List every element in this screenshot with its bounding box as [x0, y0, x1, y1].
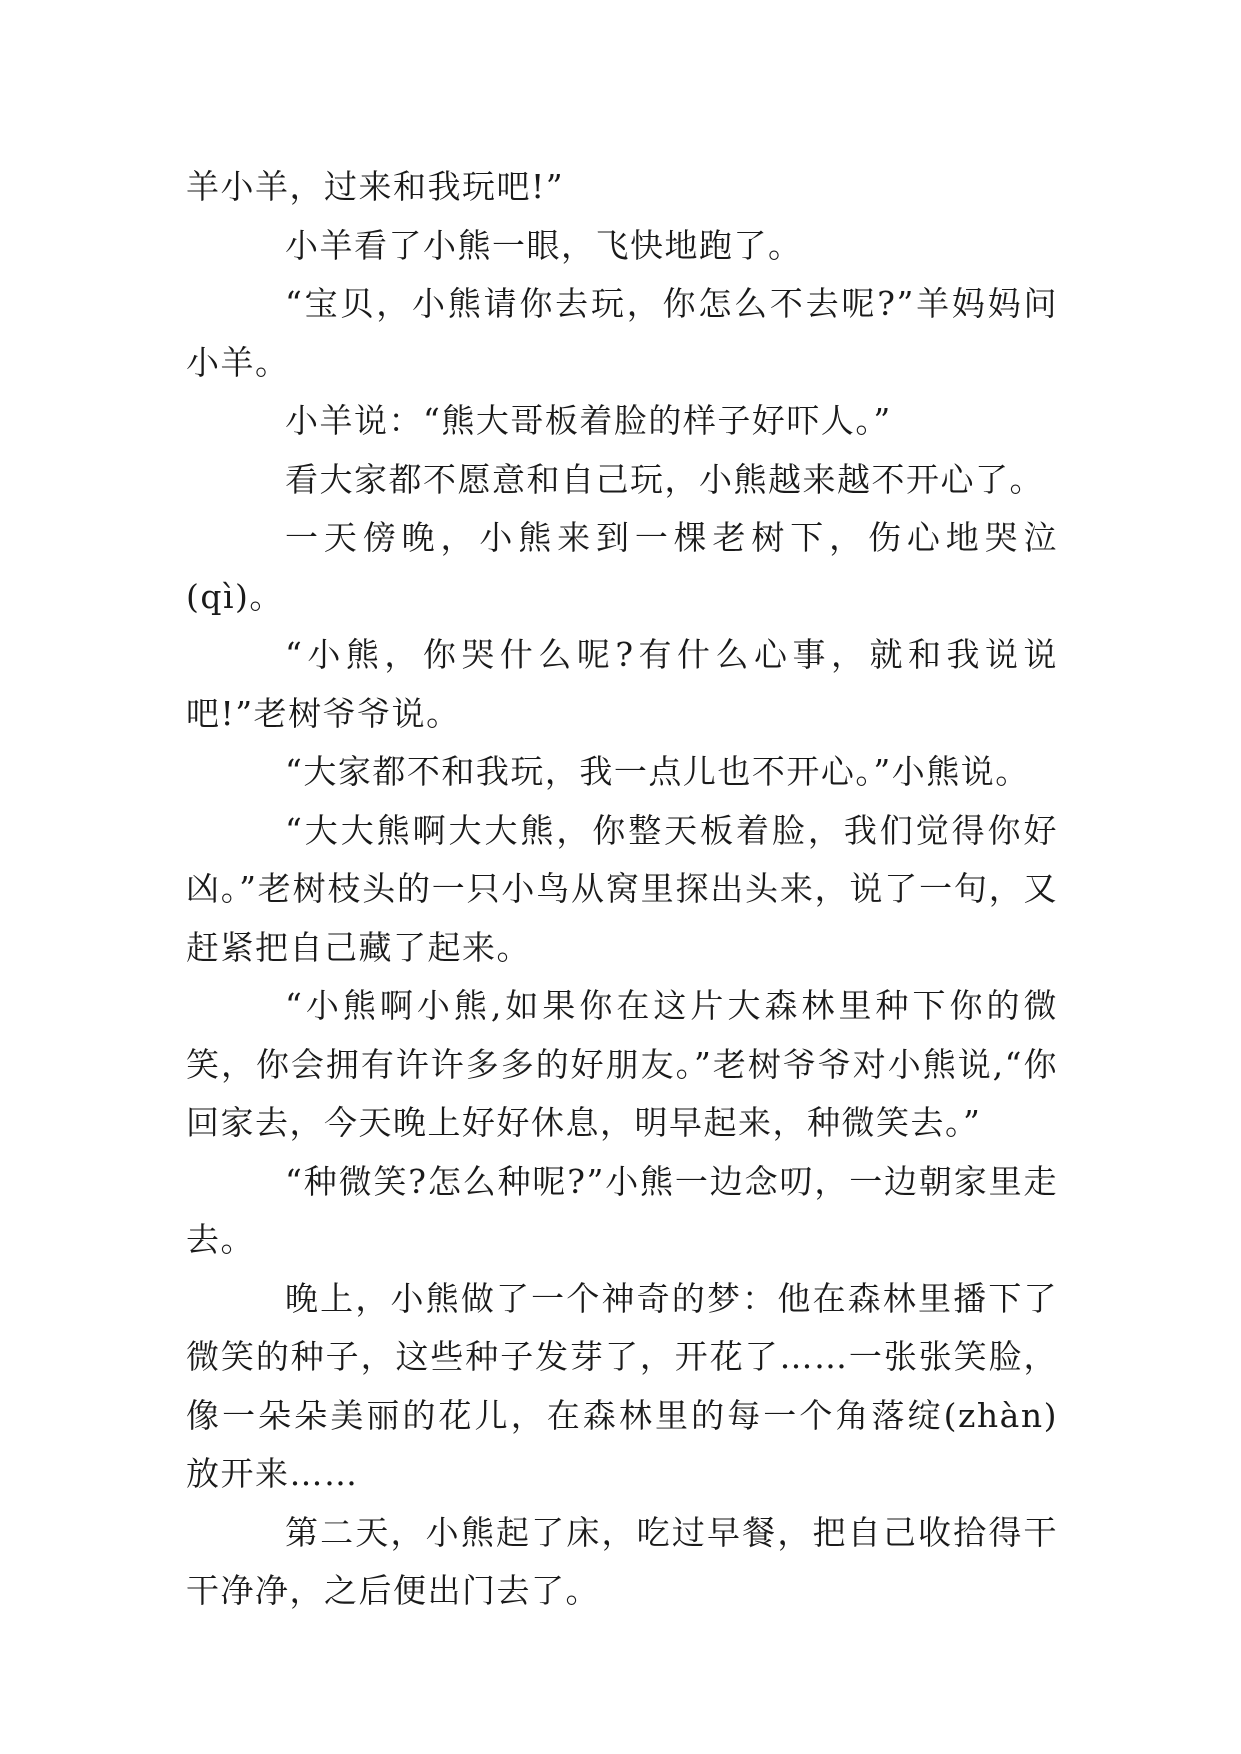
paragraph: 小羊看了小熊一眼，飞快地跑了。	[285, 225, 803, 265]
paragraph: “宝贝，小熊请你去玩，你怎么不去呢?”羊妈妈问小羊。	[186, 284, 1058, 382]
paragraph: “大家都不和我玩，我一点儿也不开心。”小熊说。	[285, 752, 1030, 791]
paragraph: “大大熊啊大大熊，你整天板着脸，我们觉得你好凶。”老树枝头的一只小鸟从窝里探出头来，说了一句，又赶紧把自己藏了起来。	[186, 810, 1058, 967]
paragraph: 小羊说：“熊大哥板着脸的样子好吓人。”	[285, 401, 892, 440]
paragraph: “小熊，你哭什么呢?有什么心事，就和我说说吧!”老树爷爷说。	[186, 635, 1058, 733]
paragraph: “小熊啊小熊,如果你在这片大森林里种下你的微笑，你会拥有许许多多的好朋友。”老树爷爷对小熊说,“你回家去，今天晚上好好休息，明早起来，种微笑去。”	[186, 986, 1058, 1142]
paragraph: 第二天，小熊起了床，吃过早餐，把自己收拾得干干净净，之后便出门去了。	[186, 1512, 1058, 1610]
paragraph: 晚上，小熊做了一个神奇的梦：他在森林里播下了微笑的种子，这些种子发芽了，开花了……一张张笑脸，像一朵朵美丽的花儿，在森林里的每一个角落绽(zhàn)放开来……	[186, 1278, 1058, 1493]
story-text	[186, 158, 1058, 1621]
paragraph: 看大家都不愿意和自己玩，小熊越来越不开心了。	[285, 459, 1044, 499]
paragraph: “种微笑?怎么种呢?”小熊一边念叨，一边朝家里走去。	[186, 1161, 1058, 1259]
paragraph: 一天傍晚，小熊来到一棵老树下，伤心地哭泣(qì)。	[186, 518, 1058, 616]
paragraph: 羊小羊，过来和我玩吧!”	[186, 167, 565, 206]
